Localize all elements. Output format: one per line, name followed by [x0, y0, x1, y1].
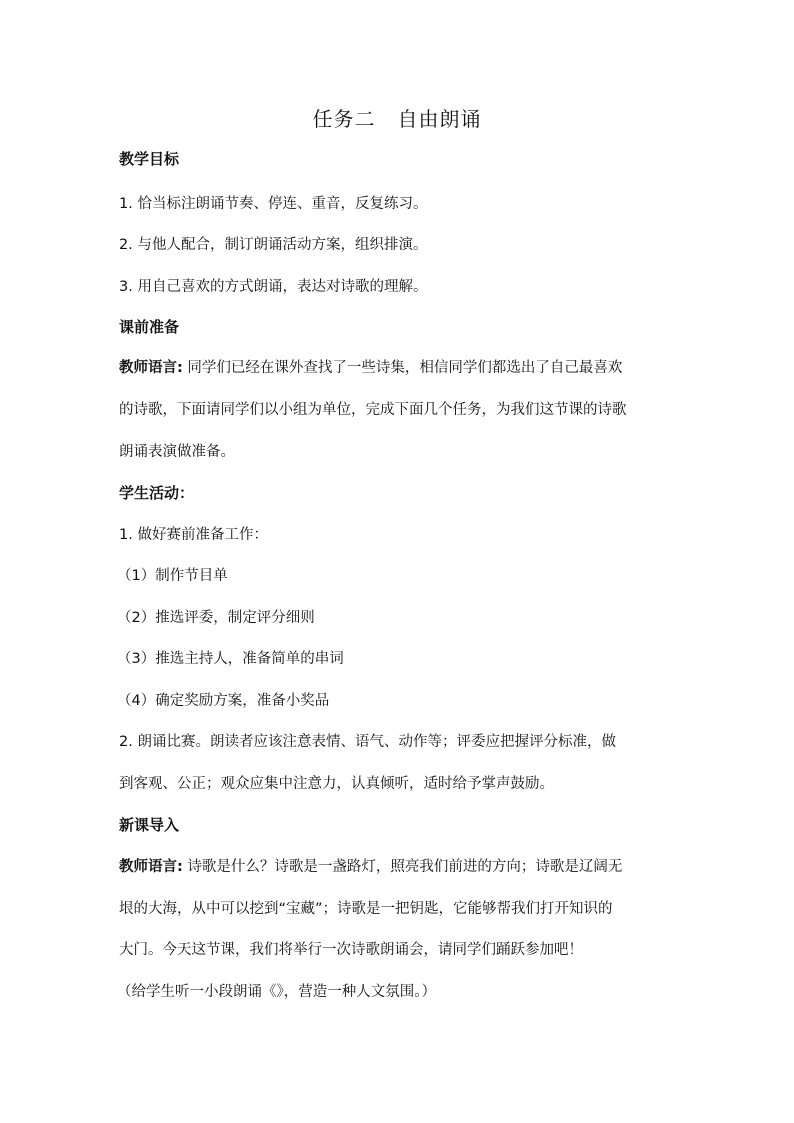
goals-heading: 教学目标 — [119, 150, 180, 168]
activity-item-2-line-1: 2. 朗诵比赛。朗读者应该注意表情、语气、动作等；评委应把握评分标准，做 — [119, 734, 616, 750]
activity-subitem-4: （4）确定奖励方案，准备小奖品 — [117, 693, 330, 709]
prep-text: 同学们已经在课外查找了一些诗集，相信同学们都选出了自己最喜欢 — [187, 360, 623, 376]
goal-item-2 — [119, 234, 679, 256]
intro-paragraph-line-1 — [119, 856, 679, 878]
intro-paragraph-line-2: 垠的大海，从中可以挖到“宝藏”；诗歌是一把钥匙，它能够帮我们打开知识的 — [119, 901, 613, 917]
goal-number: 3. — [119, 279, 133, 295]
goal-text: 与他人配合，制订朗诵活动方案，组织排演。 — [137, 237, 428, 253]
goal-number: 1. — [119, 196, 133, 212]
prep-paragraph-line-1 — [119, 357, 679, 379]
activity-subitem-1: （1）制作节目单 — [117, 568, 228, 584]
prep-paragraph-line-3: 朗诵表演做准备。 — [119, 444, 235, 460]
activity-item-2-line-2: 到客观、公正；观众应集中注意力，认真倾听，适时给予掌声鼓励。 — [119, 776, 554, 792]
teacher-label: 教师语言: — [119, 360, 183, 376]
intro-note: （给学生听一小段朗诵《》，营造一种人文氛围。） — [117, 984, 436, 1000]
title-task-label: 任务二 — [312, 107, 376, 131]
page-title — [0, 104, 794, 134]
activity-subitem-2: （2）推选评委，制定评分细则 — [117, 610, 315, 626]
intro-heading: 新课导入 — [119, 816, 180, 834]
teacher-label: 教师语言: — [119, 859, 183, 875]
intro-text: 诗歌是什么？诗歌是一盏路灯，照亮我们前进的方向；诗歌是辽阔无 — [187, 859, 623, 875]
goal-item-3 — [119, 276, 679, 298]
goal-item-1 — [119, 193, 679, 215]
intro-paragraph-line-3: 大门。今天这节课，我们将举行一次诗歌朗诵会，请同学们踊跃参加吧！ — [119, 942, 583, 958]
goal-text: 用自己喜欢的方式朗诵，表达对诗歌的理解。 — [137, 279, 428, 295]
goal-text: 恰当标注朗诵节奏、停连、重音，反复练习。 — [137, 196, 428, 212]
title-topic-label: 自由朗诵 — [397, 107, 482, 131]
activity-subitem-3: （3）推选主持人，准备简单的串词 — [117, 651, 344, 667]
activity-item-1: 1. 做好赛前准备工作： — [119, 527, 268, 543]
prep-heading: 课前准备 — [119, 318, 180, 336]
prep-paragraph-line-2: 的诗歌，下面请同学们以小组为单位，完成下面几个任务，为我们这节课的诗歌 — [119, 402, 627, 418]
goal-number: 2. — [119, 237, 133, 253]
activity-heading: 学生活动： — [119, 484, 195, 502]
